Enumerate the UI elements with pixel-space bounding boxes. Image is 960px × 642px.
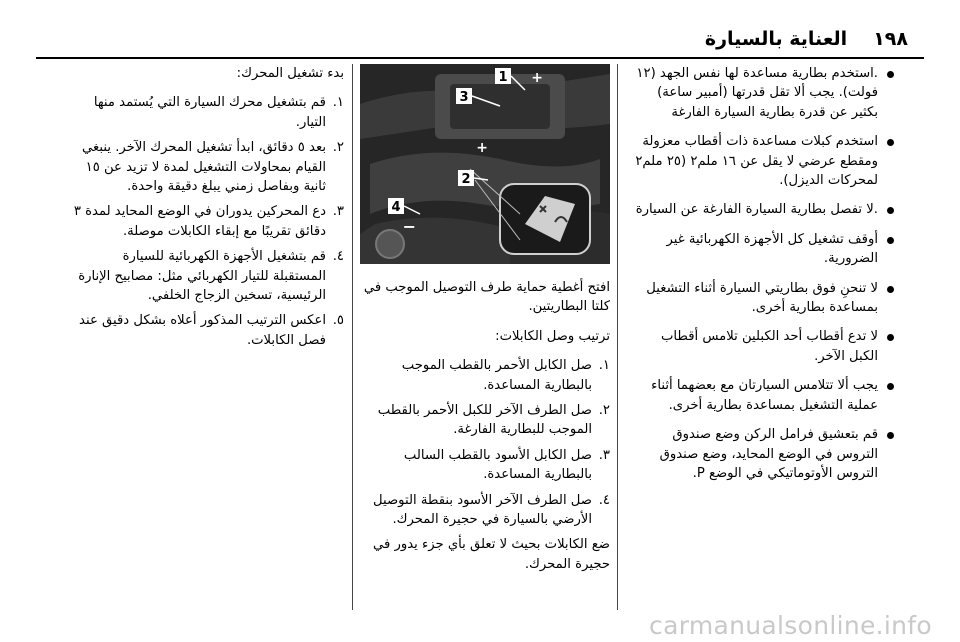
list-item: ٢. بعد ٥ دقائق، ابدأ تشغيل المحرك الآخر. ينبغي القيام بمحاولات التشغيل لمدة لا تزيد عن ١٥ ثانية وبفاصل زمني يبلغ دقيقة واحدة. — [82, 140, 344, 195]
watermark: carmanualsonline.info — [649, 611, 932, 640]
page-number: ١٩٨ — [873, 28, 908, 50]
cable-placement-note: ضع الكابلات بحيث لا تعلق بأي جزء يدور في حجيرة المحرك. — [373, 537, 610, 572]
callout-label: 1 — [498, 70, 508, 85]
list-item: .لا تفصل بطارية السيارة الفارغة عن السيارة — [631, 200, 896, 219]
page-header — [36, 28, 924, 54]
list-item: استخدم كبلات مساعدة ذات أقطاب معزولة ومقطع عرضي لا يقل عن ١٦ ملم٢ (٢٥ ملم٢ لمحركات الديزل). — [631, 132, 896, 190]
list-item: ٤. صل الطرف الآخر الأسود بنقطة التوصيل الأرضي بالسيارة في حجيرة المحرك. — [373, 492, 610, 528]
list-item: ٣. دع المحركين يدوران في الوضع المحايد لمدة ٣ دقائق تقريبًا مع إبقاء الكابلات موصلة. — [73, 204, 344, 239]
plus-icon: + — [531, 70, 543, 86]
column-divider — [352, 64, 353, 610]
list-item: يجب ألا تتلامس السيارتان مع بعضهما أثناء عملية التشغيل بمساعدة بطارية أخرى. — [631, 376, 896, 415]
minus-icon: − — [402, 217, 416, 236]
list-item: .استخدم بطارية مساعدة لها نفس الجهد (١٢ فولت). يجب ألا تقل قدرتها (أمبير ساعة) بكثير عن قدرة بطارية السيارة الفارغة — [631, 64, 896, 122]
list-item: أوقف تشغيل كل الأجهزة الكهربائية غير الضرورية. — [631, 230, 896, 269]
list-item: قم بتعشيق فرامل الركن وضع صندوق التروس في الوضع المحايد، وضع صندوق التروس الأوتوماتيكي في الوضع P. — [631, 425, 896, 483]
engine-bay-figure — [360, 64, 610, 264]
list-item: ٥. اعكس الترتيب المذكور أعلاه بشكل دقيق عند فصل الكابلات. — [79, 313, 344, 348]
engine-bay-illustration — [360, 64, 610, 264]
list-item: لا تدع أقطاب أحد الكبلين تلامس أقطاب الكبل الآخر. — [631, 327, 896, 366]
list-item: ٣. صل الكابل الأسود بالقطب السالب بالبطارية المساعدة. — [403, 447, 610, 483]
starting-column — [68, 64, 344, 356]
connection-steps — [360, 356, 610, 529]
header-rule — [36, 57, 924, 59]
list-item: لا تنحنِ فوق بطاريتي السيارة أثناء التشغيل بمساعدة بطارية أخرى. — [631, 279, 896, 318]
list-item: ١. قم بتشغيل محرك السيارة التي يُستمد منها التيار. — [93, 95, 344, 130]
callout-label: 4 — [391, 200, 401, 215]
column-divider — [617, 64, 618, 610]
list-item: ٢. صل الطرف الآخر للكبل الأحمر بالقطب الموجب للبطارية الفارغة. — [377, 403, 610, 438]
plus-icon: + — [476, 140, 488, 156]
callout-label: 3 — [459, 90, 469, 105]
figure-caption: افتح أغطية حماية طرف التوصيل الموجب في كلتا البطاريتين. — [363, 280, 610, 315]
callout-label: 2 — [461, 172, 471, 187]
starting-steps — [68, 93, 344, 350]
starting-heading: بدء تشغيل المحرك: — [236, 66, 344, 81]
connection-column — [360, 64, 610, 584]
precautions-column — [631, 64, 896, 493]
list-item: ١. صل الكابل الأحمر بالقطب الموجب بالبطارية المساعدة. — [401, 358, 610, 393]
list-item: ٤. قم بتشغيل الأجهزة الكهربائية للسيارة المستقبلة للتيار الكهربائي مثل: مصابيح الإنارة الرئيسية، تسخين الزجاج الخلفي. — [78, 249, 344, 304]
precautions-list — [631, 64, 896, 483]
connection-order-heading: ترتيب وصل الكابلات: — [495, 328, 610, 344]
section-title: العناية بالسيارة — [704, 28, 848, 50]
